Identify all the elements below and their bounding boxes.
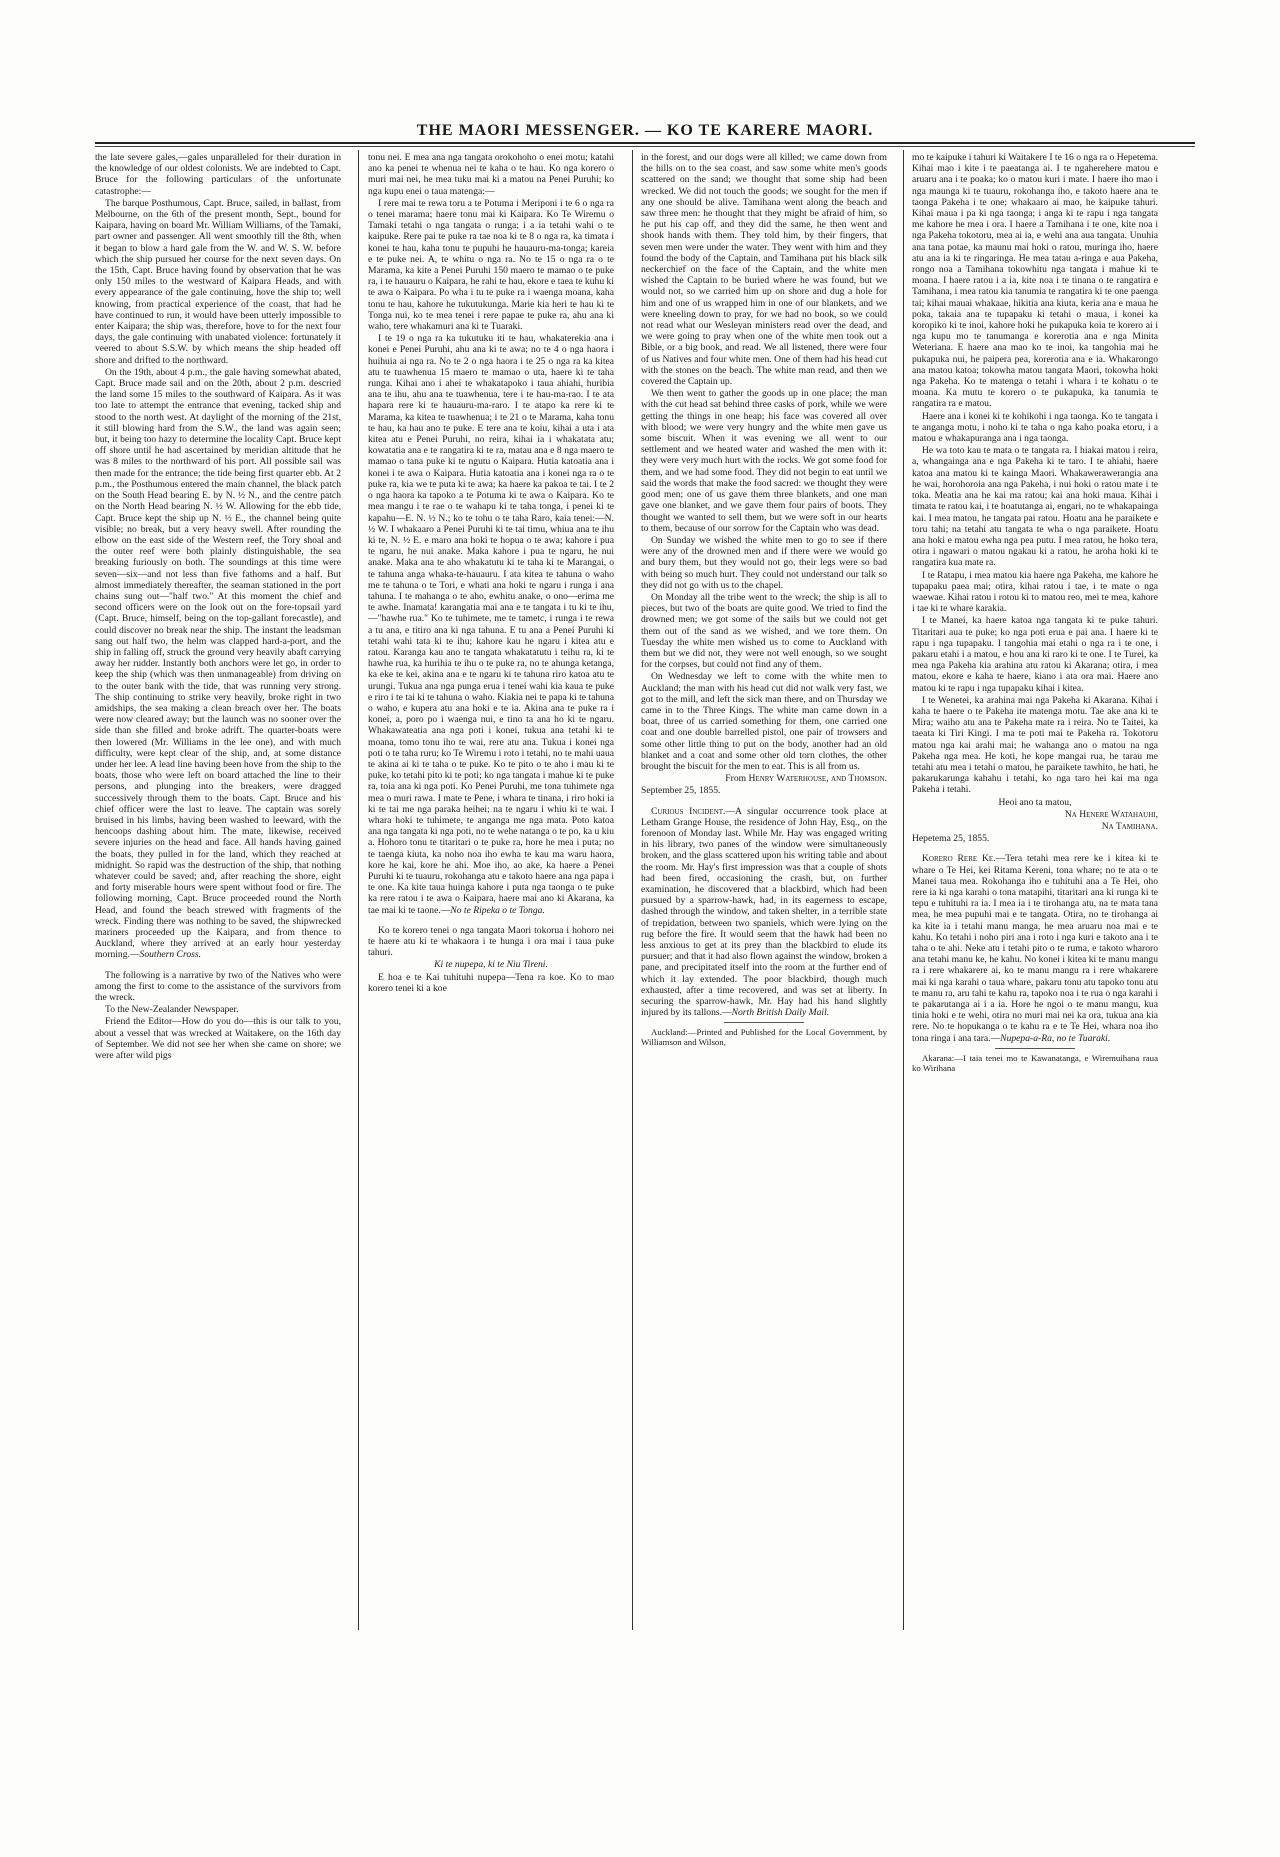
article-title: Korero Rere Ke. [922, 853, 996, 865]
paragraph-text: On the 19th, about 4 p.m., the gale having somewhat abated, Capt. Bruce made sail and on the 20th, about 2 p.m. descried the land some 15 miles to the southward of Kaipara. As it was too late to attempt the entrance that evening, tacked ship and stood to the north west. At daylight of the morning of the 21st, it still blowing hard from the S.W., the land was again seen; but, it being too hazy to determine the locality Capt. Bruce kept off shore until he had ascertained by meridian altitude that he was 8 miles to the northward of his port. All possible sail was then made for the entrance; the tide being first quarter ebb. At 2 p.m., the Posthumous entered the main channel, the black patch on the South Head bearing E. by N. ½ N., and the centre patch on the North Head bearing N. ½ W. Allowing for the ebb tide, Capt. Bruce kept the ship up N. ½ E., the channel being quite visible; no break, but a very heavy swell. After rounding the elbow on the east side of the Western reef, the Tory shoal and the outer reef were both plainly distinguishable, the sea breaking furiously on both. The soundings at this time were seven—six—and not less than five fathoms and a half. But almost immediately thereafter, the seaman stationed in the port chains sung out—"half two." At this moment the chief and second officers were on the look out on the fore-topsail yard (Capt. Bruce, himself, being on the top-gallant forecastle), and could discover no break near the ship. The instant the leadsman sang out half two, the helm was clapped hard-a-port, and the ship in falling off, struck the ground very heavily abaft carrying away her rudder. Instantly both anchors were let go, in order to keep the ship (which was then unmanageable) from driving on to the outer bank with the tide, that was running very strong. The ship continuing to strike very heavily, broke right in two amidships, the sea making a clean breach over her. The boats were now cleared away; but the launch was no sooner over the side than she filled and broke adrift. The quarter-boats were then lowered (Mr. Williams in the lee one), and with much difficulty, were kept clear of the ship, and, at some distance under her lee. A lead line having been hove from the ship to the boats, those who were left on board attached the line to their persons, and plunging into the breakers, were dragged successively through them to the boats. Capt. Bruce and his chief officer were the last to leave. The captain was sorely bruised in his limbs, having been washed to leeward, with the hencoops dashing about him. The mate, likewise, received severe injuries on the head and face. All hands having gained the boats, they pulled in for the land, which they reached at midnight. So rapid was the destruction of the ship, that nothing whatever could be saved; and, after reaching the shore, eight and forty miserable hours were spent without food or fire. The following morning, Capt. Bruce proceeded round the North Head, and found the beach strewed with fragments of the wreck. Finding there was nothing to be saved, the shipwrecked mariners proceeded up the Kaipara, and from thence to Auckland, where they arrived at an early hour yesterday morning.— [95, 366, 341, 961]
divider [724, 1022, 804, 1023]
signatories: Henry Waterhouse, and Thomson. [748, 773, 887, 785]
paragraph: Ko te korero tenei o nga tangata Maori tokorua i hohoro nei te haere atu ki te whakaora i te hunga i ora mai i taua puke tahuri. [368, 924, 614, 959]
paragraph [368, 333, 614, 916]
paragraph: tonu nei. E mea ana nga tangata orokohoho o enei motu; katahi ano ka penei te whenua nei te kaha o te hau. Ko nga korero o muri mai nei, he mea tuku mai ki a matou na Penei Puruhi; ko nga kupu enei o taua matenga:— [368, 152, 614, 197]
signature-line [641, 773, 887, 784]
paragraph: I te Manei, ka haere katoa nga tangata ki te puke tahuri. Titaritari aua te puke; ko nga poti erua e pai ana. I haere ki te rapu i nga tupapaku. I tangohia mai etahi o nga ra i te one, i pakaru etahi i a matou, e hou ana ki raro ki te one. I te Turei, ka mea nga Pakeha kia arahina atu ratou ki Akarana; otira, i mea matou, ekore e kaha te haere, kiano i ata ora mai. Haere ano matou ki te rapu i nga tupapaku kihai i kitea. [912, 615, 1158, 694]
paragraph-text: —Tera tetahi mea rere ke i kitea ki te whare o Te Hei, kei Ritama Kereni, tona whare; no te ata o te Manei taua mea. Rokohanga iho e tuhituhi ana a Te Hei, oho rere ia ki nga karahi o tona matapihi, titaritari ana ki runga ki te tepu e tuhituhi ra ia. I mea ia i te tirohanga atu, na te mata tana mea, he mea pupuhi mai e te tangata. Otira, no te tirohanga ai ka kite ia i tetahi manu manga, he mea aruaru noa mai e te kahu. Ko tetahi i noho piri ana i roto i nga kuri e takoto ana i te taha o te ahi. Neke atu i tetahi pito o te ruma, e takoto wharoro ana tetahi manu ke, he kahu. No konei i kitea ki te manu mangu ra i rere whakarere ai, ko te manu mangu ra i rere whakarere mai ki nga karahi o taua whare, pakaru tonu atu tapoko tonu atu te manu ra, aru tahi te kahu ra, tapoko noa i te rua o nga karahi i te pakarutanga ai i a ia. Hore he ngoi o te manu mangu, kua tinia hoki e te wehi, otira no muri mai nei ka ora, tukua ana kia rere. No te hopukanga o te kahu ra e te Te Hei, whara noa iho tona ringa i ana tara.— [912, 853, 1158, 1044]
paragraph: E hoa e te Kai tuhituhi nupepa—Tena ra koe. Ko to mao korero tenei ki a koe [368, 971, 614, 994]
paragraph: We then went to gather the goods up in one place; the man with the cut head sat behind three casks of pork, while we were getting the things in one heap; his face was covered all over with blood; we were very hungry and the white men gave us some biscuit. When it was evening we all went to our settlement and we heated water and washed the men with it: they were very much hurt with the rocks. We got some food for them, and we had some food. They did not begin to eat until we said the words that make the food sacred: we thought they were good men; one of us gave them three blankets, and one man gave one blanket, and we gave them four pairs of boots. They thought we wanted to sell them, but we were soft in our hearts to them, because of our sorrow for the Captain who was dead. [641, 388, 887, 534]
paragraph: I rere mai te rewa toru a te Potuma i Meriponi i te 6 o nga ra o tenei marama; haere tonu mai ki Kaipara. Ko Te Wiremu o Tamaki tetahi o nga tangata o runga; i a ia tetahi wahi o te kaipuke. Rere pai te puke ra tae noa ki te 8 o nga ra, ka timata i konei te hau, kaha tonu te pupuhi he hauauru-ma-tonga; kareia e te puke nei. A, te whitu o nga ra. No te 15 o nga ra o te Marama, ka kite a Penei Puruhi 150 maero te mamao o te puke ra, i te hauauru o Kaipara, he rahi te hau, ekore e taea te kuhu ki te awa o Kaipara. Po wha i tu te puke ra i waenga moana, kaha tonu te hau, kahore he tukutukunga. Marie kia heri te hau ki te Tonga nui, ko te mea tenei i rere papae te puke ra, ahu ana ki waho, tere whakamuri ana ki te Tuaraki. [368, 197, 614, 333]
letter-address: Ki te nupepa, ki te Niu Tireni. [434, 959, 548, 971]
paragraph [912, 853, 1158, 1043]
paragraph-text: I te 19 o nga ra ka tukutuku iti te hau, whakaterekia ana i konei e Penei Puruhi, ahu ana ki te awa; no te 4 o nga haora i huihuia ai nga ra. No te 2 o nga haora i te 25 o nga ra ka kitea atu te tuawhenua 15 maero te mamao o uta, haere ki te taha runga. Kihai ano i ahei te whakatapoko i taua ahiahi, huribia ana te ihu, ahu ana te tuawhenua, tere i te hau-ma-rao. I te ata hapara rere ki te hauauru-ma-raro. I te atapo ka rere ki te Marama, ka kitea te tuawhenua; i te 21 o te Marama, kaha tonu te hau, ka hau ano te puke. E tere ana te koiu, kihai a uta i ata kitea atu e Penei Puruhi, no reira, kihai ia i whakatata atu; kowatatia ana e te rangatira ki te ra, matau ana e 8 nga maero te mamao o tana puke ki te ngutu o Kaipara. Hutia katoatia ana i konei i te awa o Kaipara. Hutia katoatia ana i konei nga ra o te puke ra, kia we te puta ki te awa; ka haere ka pakoa te tai. I te 2 o nga haora ka tapoko a te Potuma ki te awa o Kaipara. Ko te mea mangu i te rae o te wahapu ki te taha tonga, i penei ki te kapahu—E. N. ½ N.; ko te tohu o te taha Raro, kaia tenei:—N. ½ W. I whakaaro a Penei Puruhi ki te tai timu, whiua ana te ihu ki te, N. ½ E. e maro ana hoki te hopua o te awa; kahore i pua te ngaru, he nui anake. Maka kahore i pua te ngaru, he nui anake. Maka ana te aho whakatutu ki te taha ki te Marangai, o te tahuna anga whaka-te-hauauru. I ata kitea te tahuna o waho me te tahuna o te Tori, e whati ana hoki te ngaru i runga i ana tahuna. I te mahanga o te aho, ewhitu anake, o ono—erima me te awhe. Inamata! karangatia mai ana e te tangata i tu ki te ihu,—"hawhe rua." Ko te tuhimete, me te tametc, i runga i te rewa a tu ana, e titiro ana ki nga tahuna. E tu ana a Penei Puruhi ki tetahi wahi tata ki te ihu; kahore kau he ngaru i kitea atu e ratou. Karanga kau ano te tangata whakatatutu i teihu ra, ki te hawhe rua, ka hurihia te ihu o te puke ra, no te ahunga ketanga, ka eke te kei, akina ana e te ngaru ki te tahuna riro katoa atu te urungi. Tukua ana nga punga erua i tenei wahi kia kaua te puke e riro i te tai ki te tahuna o waho. Kiakia nei te papa ki te tahuna o waho, e kupera atu ana hoki e te ia. Akina ana te puke ra i konei, a, poro po i waenga nui, e tino ta ana ho ki te ngaru. Whakawateatia ana nga poti i konei, tukua ana tetahi ki te moana, tomo tonu iho te wai, rere atu ana. Tukua i konei nga poti o te taha ruru; ko Te Wiremu i roto i tetahi, no te mahi uaua te akina ai ki te taha o te puke. Ko te pito o te aho i mau ki te puke, ko tetahi pito ki te poti; ko nga tangata i mahue ki te puke ra, toia ana ki nga poti. Ko Penei Puruhi, me tona tuhimete nga mea o muri rawa. I mate te Pene, i whara te tinana, i riro hoki ia ki te tai me nga paraka heihei; na te ngaru i whiu ki te wai. I whara hoki te tuhimete, te anganga me nga mata. Poto katoa ana nga tangata ki nga poti, no te wehe natanga o te po, ka u kiu a. Hohoro tonu te titaritari o te puke ra, hore he mea i puta; no te taenga kiuta, ka noho noa iho ewha te kau ma waru haora, kore he kai, kore he ahi. Moe iho, ao ake, ka haere a Penei Puruhi ki te tuauru, rokohanga atu e takoto haere ana nga papa i te one. Ka kite taua huinga kahore i puta nga taonga o te puke ka rere ratou i te awa o Kaipara, haere mai ano ki Akarana, ka tae mai ki te taone.— [368, 333, 614, 916]
paragraph: The barque Posthumous, Capt. Bruce, sailed, in ballast, from Melbourne, on the 6th of the present month, Sept., bound for Kaipara, having on board Mr. William Williams, of the Tamaki, part owner and passenger. All went smoothly till the 8th, when it began to blow a hard gale from the W. and W. S. W. before which the ship pursued her course for the next seven days. On the 15th, Capt. Bruce having found by observation that he was only 150 miles to the westward of Kaipara Heads, and with every appearance of the gale continuing, hove the ship to; well knowing, from practical experience of the coast, that had he have continued to run, it would have been utterly impossible to enter Kaipara; the ship was, therefore, hove to for the next four days, the gale continuing with unabated violence: fortunately it veered to about S.S.W. by which means the ship headed off shore and drifted to the northward. [95, 197, 341, 366]
spacer [368, 917, 614, 925]
column-divider [903, 150, 904, 1630]
paragraph-text: —A singular occurrence took place at Letham Grange House, the residence of John Hay, Esq., on the forenoon of Monday last. While Mr. Hay was engaged writing in his library, two panes of the window were simultaneously broken, and the glass scattered upon his writing table and about the room. Mr. Hay's first impression was that a couple of shots had been fired, occasioning the crash, but, on further examination, he discovered that a blackbird, which had been pursued by a sparrow-hawk, had, in its eagerness to escape, dashed through the window, and taken shelter, in a terrible state of trepidation, between two spaniels, which were lying on the rug before the fire. It would seem that the hawk had been no less anxious to get at its prey than the blackbird to elude its pursuer; and that it had also flown against the window, broken a pane, and precipitated itself into the room at the further end of which it lay extended. The poor blackbird, though much exhausted, after a time recovered, and was set at liberty. In securing the sparrow-hawk, Mr. Hay had his hand slightly injured by its tallons.— [641, 805, 887, 1019]
source-credit: North British Daily Mail. [731, 1007, 830, 1019]
from-label: From [725, 773, 747, 785]
letter-date: September 25, 1855. [641, 785, 721, 797]
paragraph: The following is a narrative by two of the Natives who were among the first to come to the assistance of the survivors from the wreck. [95, 969, 341, 1004]
signature-line: Na Henere Watahauhi, [1064, 808, 1158, 820]
source-credit: Southern Cross. [139, 949, 201, 961]
printer-imprint: Auckland:—Printed and Published for the Local Government, by Williamson and Wilson, [641, 1027, 887, 1048]
paragraph: I te Ratapu, i mea matou kia haere nga Pakeha, me kahore he tupapaku paea mai; otira, kihai ratou i tae, i te mate o nga waewae. Kihai ratou i rotou ki to matou reo, mei te mea, kahore i tae ki te whare karakia. [912, 569, 1158, 615]
paragraph: the late severe gales,—gales unparalleled for their duration in the knowledge of our oldest colonists. We are indebted to Capt. Bruce for the following particulars of the unfortunate catastrophe:— [95, 152, 341, 197]
divider [995, 1048, 1075, 1049]
column-divider [358, 150, 359, 1630]
column-english-wreck [95, 152, 341, 1592]
source-credit: Nupepa-a-Ra, no te Tuaraki. [1000, 1032, 1111, 1044]
page-header: THE MAORI MESSENGER. — KO TE KARERE MAORI. [416, 122, 874, 139]
header-rule [95, 142, 1195, 144]
signature-line: Na Tamihana. [1101, 820, 1158, 832]
letter-address: To the New-Zealander Newspaper. [105, 1004, 239, 1016]
spacer [912, 845, 1158, 853]
paragraph: Haere ana i konei ki te kohikohi i nga taonga. Ko te tangata i te anganga motu, i noho ki te taha o nga kaho poaka etoru, i a matou e whakapuranga ana i nga taonga. [912, 410, 1158, 445]
paragraph: I te Wenetei, ka arahina mai nga Pakeha ki Akarana. Kihai i kaha te haere o te Pakeha ite matenga motu. Tae ake ana ki te Mira; waiho atu ana te Pakeha mate ra i reira. No te Taitei, ka taeata ki Tiri Kingi. I ma te poti mai te Pakeha ra. Tokotoru matou nga kai arahi mai; he wahanga ano o matou na nga Pakeha nga mea. He koti, he kope mangai rua, he tarau me tetahi atu mea i tetahi o matou, he paraikete tawhito, he hati, he pakarukarunga kahahu i tetahi, ko nga taro hei kai ma nga Pakeha i tetahi. [912, 694, 1158, 796]
column-english-letter [641, 152, 887, 1572]
paragraph: On Monday all the tribe went to the wreck; the ship is all to pieces, but two of the boats are quite good. We tried to find the drowned men; we got some of the sails but we could not get them out of the sand as we wished, and we tore them. On Tuesday the white men wished us to come to Auckland with them but we did not, they were not well enough, so we sought for the corpses, but could not find any of them. [641, 591, 887, 671]
paragraph: On Wednesday we left to come with the white men to Auckland; the man with his head cut did not walk very fast, we got to the mill, and left the sick man there, and on Thursday we came in to the Three Kings. The white man came down in a boat, three of us carried something for them, one carried one coat and one double barrelled pistol, one pair of trowsers and some other little thing to put on the body, another had an old blanket and a coat and some other old torn clothes, the other brought the biscuit for the men to eat. This is all from us. [641, 671, 887, 772]
header-rule-thin [95, 146, 1195, 147]
closing-line: Heoi ano ta matou, [998, 796, 1072, 808]
paragraph: On Sunday we wished the white men to go to see if there were any of the drowned men and if there were we would go and bury them, but they would not go, their legs were so bad with being so much hurt. They could not understand our talk so they did not go with us to the chapel. [641, 534, 887, 591]
paragraph: mo te kaipuke i tahuri ki Waitakere I te 16 o nga ra o Hepetema. Kihai mao i kite i te paeatanga ai. I te ngaherehere matou e aruaru ana i te poaka; ko o matou kuri i mate. I haere iho mao i nga maunga ki te tuauru, rokohanga iho, e takoto haere ana te taonga Pakeha i te one; whakaaro ai mao, he kaipuke tahuri. Kihai maua i pa ki nga taonga; i anga ki te rapu i nga tangata me kahore he mea i ora. I haere a Tamihana i te one, kite noa i nga Pakeha tokotoru, mea ai ia, e wehi ana aua tangata. Unuhia ana tana potae, ka maunu mai hoki o ratou, muringa iho, haere atu ana ia ki te ringaringa. He mea tatau a-ringa e aua Pakeha, rongo noa a Tamihana tokowhitu nga tangata i mahue ki te moana. I haere ratou i a ia, kite noa i te tinana o te rangatira e Tamihana, i mea ratou kia tanumia te rangatira ki te one paenga tai; kihai mauai whakaae, hikitia ana kiuta, keria ana e maua he poka, takaia ana te tupapaku ki tetahi o maua, i konei ka koropiko ki te inoi, kahore hoki he pukapuka koia te korero ai i nga kupu mo te tanumanga e korerotia ana e nga Minita Weteriana. E haere ana mao ko te inoi, ka tangohia mai he pukapuka nui, he paipera pea, korerotia ana e ia. Whakarongo ana matou katoa; tokowha matou tangata Maori, tokowha hoki nga Pakeha. Ko te matenga o tetahi i whara i te kohatu o te moana. Ka mutu te korero o te pukapuka, ka tanumia te rangatira ra e matou. [912, 152, 1158, 410]
column-maori-letter [912, 152, 1158, 1582]
paragraph: in the forest, and our dogs were all killed; we came down from the hills on to the sea coast, and saw some white men's goods scattered on the sand; we thought that some ship had been wrecked. We did not touch the goods; we sought for the men if any one should be alive. Tamihana went along the beach and saw three men: he thought that they might be afraid of him, so he put his cap off, and they did the same, he then went and shook hands with them. They told him, by their fingers, that seven men were under the water. They went with him and they found the body of the Captain, and Tamihana put his black silk neckerchief on the face of the Captain, and the white men wished the Captain to be buried where he was found, but we would not, so we carried him up on shore and dug a hole for him and one of us wrapped him in one of our blankets, and we were kneeling down to pray, for we had no book, so we could not read what our Wesleyan ministers read over the dead, and we were going to pray when one of the white men took out a Bible, or a big book, and read. We all listened, there were four of us Natives and four white men. One of them had his head cut with the stones on the beach. The white man read, and then we covered the Captain up. [641, 152, 887, 388]
paragraph: Friend the Editor—How do you do—this is our talk to you, about a vessel that was wrecked at Waitakere, on the 16th day of September. We did not see her when she came on shore; we were after wild pigs [95, 1016, 341, 1062]
spacer [641, 798, 887, 806]
spacer [95, 962, 341, 970]
printer-imprint: Akarana:—I taia tenei mo te Kawanatanga, e Wiremuihana raua ko Wirihana [912, 1052, 1158, 1073]
article-title: Curious Incident. [651, 805, 726, 817]
paragraph [95, 367, 341, 961]
source-credit: No te Ripeka o te Tonga. [450, 904, 545, 916]
column-divider [632, 150, 633, 1630]
column-maori-wreck [368, 152, 614, 1592]
paragraph [641, 806, 887, 1019]
letter-date: Hepetema 25, 1855. [912, 833, 990, 845]
paragraph: He wa toto kau te mata o te tangata ra. I hiakai matou i reira, a, whangainga ana e nga Pakeha ki te taro. I te ahiahi, haere katoa ana matou ki te kainga Maori. Whakawerawerangia ana he wai, horohoroia ana nga Pakeha, i nui hoki o ratou mate i te toka. Meatia ana he kai ma ratou; kai ana hoki maua. Kihai i timata te ratou kai, i te hoatutanga ai, engari, no te whakapainga kai. I mea matou, he tangata pai ratou. Hoatu ana he paraikete e toru tahi; na tetahi atu tangata te wha o nga paraikete. Hoatu ana hoki e matou ewha nga pea putu. I mea ratou, he hoko tera, otira i ngawari o matou ngakau ki a ratou, he aroha hoki ki te rangatira kua mate ra. [912, 445, 1158, 569]
